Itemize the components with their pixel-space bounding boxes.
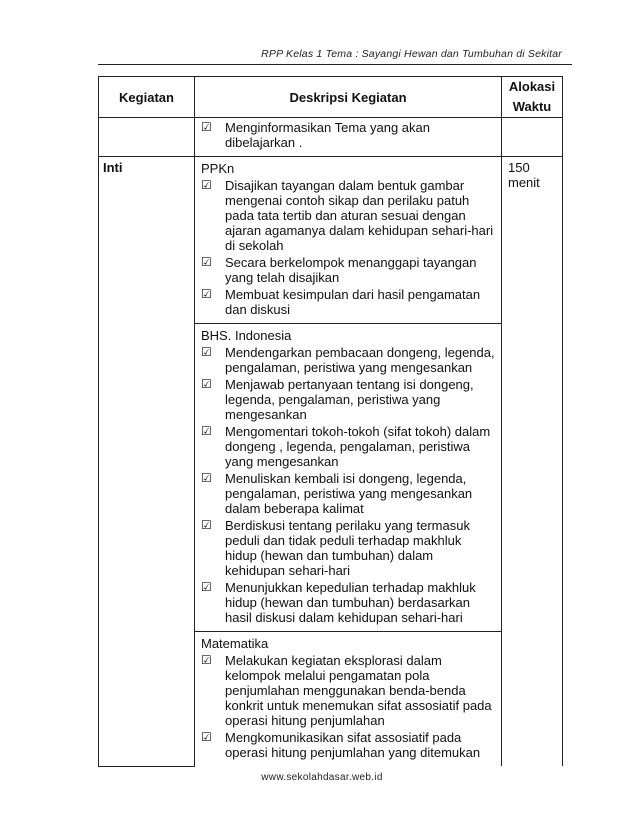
list-item-text: Menunjukkan kepedulian terhadap makhluk hidup (hewan dan tumbuhan) berdasarkan hasil diskusi dalam kehidupan sehari-hari: [225, 580, 476, 625]
continued-deskripsi-cell: [195, 118, 502, 157]
checkbox-checked-icon: ☑: [201, 255, 212, 269]
checkbox-checked-icon: ☑: [201, 471, 212, 485]
list-item: [201, 345, 495, 375]
alokasi-value: 150: [508, 160, 530, 175]
list-item-text: Mengkomunikasikan sifat assosiatif pada operasi hitung penjumlahan yang ditemukan: [225, 730, 481, 760]
checkbox-checked-icon: ☑: [201, 120, 212, 134]
header-divider: [98, 64, 572, 65]
checkbox-checked-icon: ☑: [201, 377, 212, 391]
header-deskripsi: Deskripsi Kegiatan: [195, 77, 502, 118]
checkbox-checked-icon: ☑: [201, 424, 212, 438]
section-title: BHS. Indonesia: [201, 328, 292, 343]
list-item-text: Membuat kesimpulan dari hasil pengamatan dan diskusi: [225, 287, 481, 317]
checkbox-checked-icon: ☑: [201, 730, 212, 744]
section-ppkn: [195, 157, 502, 324]
continued-alokasi-cell: [502, 118, 563, 157]
list-item: [201, 653, 495, 728]
page-footer-url: www.sekolahdasar.web.id: [261, 772, 383, 783]
list-item: [201, 424, 495, 469]
list-item: [201, 178, 495, 253]
checkbox-checked-icon: ☑: [201, 653, 212, 667]
list-item: [201, 287, 495, 317]
checkbox-checked-icon: ☑: [201, 178, 212, 192]
table-row-inti-ppkn: [99, 157, 563, 324]
list-item: [201, 471, 495, 516]
header-kegiatan: Kegiatan: [99, 77, 195, 118]
table-header-row: [99, 77, 563, 118]
list-item-text: Menjawab pertanyaan tentang isi dongeng, legenda, pengalaman, peristiwa yang mengesankan: [225, 377, 474, 422]
list-item-text: Mengomentari tokoh-tokoh (sifat tokoh) dalam dongeng , legenda, pengalaman, peristiwa yang mengesankan: [225, 424, 491, 469]
inti-label-cell: Inti: [99, 157, 195, 767]
page-header-title: RPP Kelas 1 Tema : Sayangi Hewan dan Tumbuhan di Sekitar: [261, 48, 562, 60]
list-item: [201, 377, 495, 422]
alokasi-unit: menit: [508, 175, 540, 190]
section-title: PPKn: [201, 161, 235, 176]
list-item: [201, 120, 495, 150]
continued-kegiatan-cell: [99, 118, 195, 157]
list-item-text: Secara berkelompok menanggapi tayangan yang telah disajikan: [225, 255, 477, 285]
table-row-continued: [99, 118, 563, 157]
header-alokasi-line2: Waktu: [512, 99, 552, 114]
checkbox-checked-icon: ☑: [201, 287, 212, 301]
inti-alokasi-cell: [502, 157, 563, 767]
list-item-text: Disajikan tayangan dalam bentuk gambar mengenai contoh sikap dan perilaku patuh pada tata tertib dan aturan sesuai dengan ajaran agamanya dalam kehidupan sehari-hari di sekolah: [225, 178, 494, 253]
list-item: [201, 255, 495, 285]
section-bhs-indonesia: [195, 324, 502, 632]
list-item: [201, 580, 495, 625]
list-item: [201, 518, 495, 578]
list-item-text: Menuliskan kembali isi dongeng, legenda, pengalaman, peristiwa yang mengesankan dalam beberapa kalimat: [225, 471, 473, 516]
section-title: Matematika: [201, 636, 269, 651]
checkbox-checked-icon: ☑: [201, 580, 212, 594]
activity-table: [98, 76, 563, 767]
list-item-text: Menginformasikan Tema yang akan dibelajarkan .: [225, 120, 430, 150]
header-alokasi-line1: Alokasi: [508, 79, 556, 94]
checkbox-checked-icon: ☑: [201, 518, 212, 532]
checkbox-checked-icon: ☑: [201, 345, 212, 359]
list-item-text: Melakukan kegiatan eksplorasi dalam kelompok melalui pengamatan pola penjumlahan menggunakan benda-benda konkrit untuk menemukan sifat assosiatif pada operasi hitung penjumlahan: [225, 653, 492, 728]
list-item: [201, 730, 495, 760]
list-item-text: Berdiskusi tentang perilaku yang termasuk peduli dan tidak peduli terhadap makhluk hidup (hewan dan tumbuhan) dalam kehidupan sehari-hari: [225, 518, 470, 578]
header-alokasi: [502, 77, 563, 118]
list-item-text: Mendengarkan pembacaan dongeng, legenda, pengalaman, peristiwa yang mengesankan: [225, 345, 495, 375]
section-matematika: [195, 632, 502, 767]
